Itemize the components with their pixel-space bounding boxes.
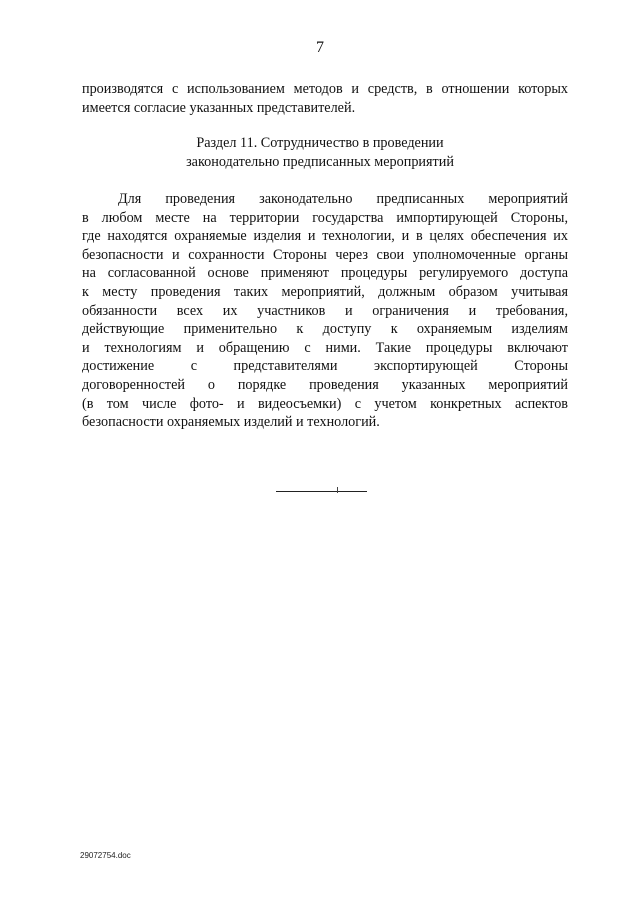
text-line: к месту проведения таких мероприятий, должным образом учитывая [82, 283, 568, 300]
text-line: договоренностей о порядке проведения указанных мероприятий [82, 376, 568, 393]
text-line: в любом месте на территории государства импортирующей Стороны, [82, 209, 568, 226]
text-line: действующие применительно к доступу к охраняемым изделиям [82, 321, 568, 338]
section-heading-line: законодательно предписанных мероприятий [186, 153, 454, 170]
text-line: где находятся охраняемые изделия и технологии, и в целях обеспечения их [82, 228, 568, 245]
text-line: Для проведения законодательно предписанных мероприятий [118, 191, 568, 207]
end-of-text-rule [276, 491, 367, 492]
text-line: безопасности охраняемых изделий и технологий. [82, 414, 380, 431]
text-line: достижение с представителями экспортирующей Стороны [82, 358, 568, 375]
end-of-text-rule-mark [337, 487, 340, 493]
text-line: на согласованной основе применяют процедуры регулируемого доступа [82, 265, 568, 282]
page-number: 7 [316, 39, 324, 56]
text-line: безопасности и сохранности Стороны через свои уполномоченные органы [82, 246, 568, 263]
text-line: имеется согласие указанных представителей. [82, 99, 356, 116]
continued-paragraph [82, 80, 568, 117]
document-filename: 29072754.doc [80, 851, 131, 860]
text-line: (в том числе фото- и видеосъемки) с учетом конкретных аспектов [82, 395, 568, 412]
text-line: производятся с использованием методов и средств, в отношении которых [82, 81, 568, 97]
section-heading-line: Раздел 11. Сотрудничество в проведении [196, 135, 444, 151]
section-heading [0, 134, 640, 171]
text-line: и технологиям и обращению с ними. Такие процедуры включают [82, 339, 568, 356]
text-line: обязанности всех их участников и ограничения и требования, [82, 302, 568, 319]
main-paragraph [82, 190, 568, 432]
